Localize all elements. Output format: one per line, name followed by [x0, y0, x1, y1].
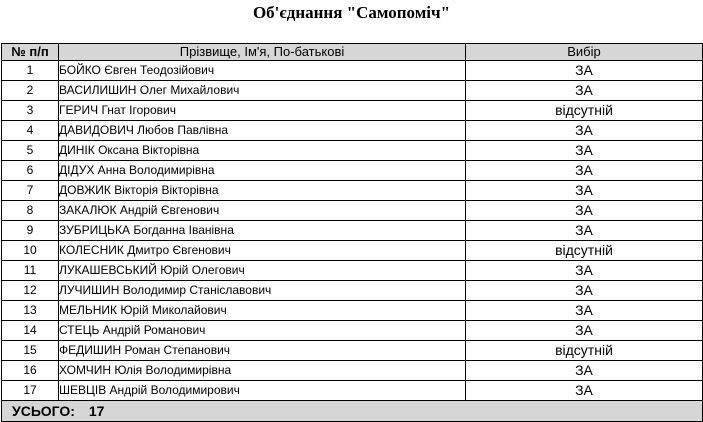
table-row	[2, 341, 703, 361]
deputy-name: ФЕДИШИН Роман Степанович	[59, 341, 466, 361]
table-row	[2, 161, 703, 181]
vote-result: ЗА	[466, 61, 703, 81]
row-number: 16	[2, 361, 59, 381]
vote-result: ЗА	[466, 321, 703, 341]
row-number: 1	[2, 61, 59, 81]
deputy-name: МЕЛЬНИК Юрій Миколайович	[59, 301, 466, 321]
table-row	[2, 281, 703, 301]
total-value: 17	[88, 403, 105, 419]
vote-result: відсутній	[466, 101, 703, 121]
vote-result: відсутній	[466, 241, 703, 261]
vote-result: ЗА	[466, 201, 703, 221]
row-number: 4	[2, 121, 59, 141]
column-header-vote: Вибір	[466, 44, 703, 61]
deputy-name: ДИНІК Оксана Вікторівна	[59, 141, 466, 161]
vote-result: ЗА	[466, 221, 703, 241]
row-number: 3	[2, 101, 59, 121]
total-cell	[2, 401, 703, 422]
table-body	[2, 61, 703, 401]
row-number: 14	[2, 321, 59, 341]
row-number: 11	[2, 261, 59, 281]
page-title: Об'єднання "Самопоміч"	[252, 3, 451, 22]
votes-table	[1, 43, 703, 422]
deputy-name: ЗАКАЛЮК Андрій Євгенович	[59, 201, 466, 221]
deputy-name: ШЕВЦІВ Андрій Володимирович	[59, 381, 466, 401]
row-number: 2	[2, 81, 59, 101]
table-header-row	[2, 44, 703, 61]
table-row	[2, 321, 703, 341]
vote-result: ЗА	[466, 301, 703, 321]
column-header-number: № п/п	[2, 44, 59, 61]
deputy-name: КОЛЕСНИК Дмитро Євгенович	[59, 241, 466, 261]
vote-result: ЗА	[466, 121, 703, 141]
table-row	[2, 241, 703, 261]
deputy-name: ГЕРИЧ Гнат Ігорович	[59, 101, 466, 121]
deputy-name: ВАСИЛИШИН Олег Михайлович	[59, 81, 466, 101]
vote-result: ЗА	[466, 161, 703, 181]
deputy-name: ДАВИДОВИЧ Любов Павлівна	[59, 121, 466, 141]
vote-result: ЗА	[466, 361, 703, 381]
table-row	[2, 381, 703, 401]
vote-result: ЗА	[466, 381, 703, 401]
deputy-name: СТЕЦЬ Андрій Романович	[59, 321, 466, 341]
row-number: 17	[2, 381, 59, 401]
row-number: 9	[2, 221, 59, 241]
total-row	[2, 401, 703, 422]
vote-result: ЗА	[466, 181, 703, 201]
table-row	[2, 141, 703, 161]
total-label: УСЬОГО:	[12, 403, 75, 419]
deputy-name: ДОВЖИК Вікторія Вікторівна	[59, 181, 466, 201]
vote-result: ЗА	[466, 261, 703, 281]
vote-result: відсутній	[466, 341, 703, 361]
row-number: 8	[2, 201, 59, 221]
vote-result: ЗА	[466, 81, 703, 101]
deputy-name: ЛУЧИШИН Володимир Станіславович	[59, 281, 466, 301]
table-row	[2, 261, 703, 281]
row-number: 5	[2, 141, 59, 161]
table-row	[2, 301, 703, 321]
row-number: 10	[2, 241, 59, 261]
table-row	[2, 101, 703, 121]
table-row	[2, 81, 703, 101]
table-row	[2, 361, 703, 381]
table-row	[2, 121, 703, 141]
deputy-name: БОЙКО Євген Теодозійович	[59, 61, 466, 81]
deputy-name: ЛУКАШЕВСЬКИЙ Юрій Олегович	[59, 261, 466, 281]
row-number: 7	[2, 181, 59, 201]
column-header-name: Прізвище, Ім'я, По-батькові	[59, 44, 466, 61]
table-row	[2, 201, 703, 221]
table-row	[2, 61, 703, 81]
deputy-name: ХОМЧИН Юлія Володимирівна	[59, 361, 466, 381]
deputy-name: ДІДУХ Анна Володимирівна	[59, 161, 466, 181]
table-row	[2, 221, 703, 241]
vote-result: ЗА	[466, 141, 703, 161]
row-number: 12	[2, 281, 59, 301]
table-row	[2, 181, 703, 201]
row-number: 15	[2, 341, 59, 361]
row-number: 13	[2, 301, 59, 321]
deputy-name: ЗУБРИЦЬКА Богданна Іванівна	[59, 221, 466, 241]
vote-result: ЗА	[466, 281, 703, 301]
row-number: 6	[2, 161, 59, 181]
